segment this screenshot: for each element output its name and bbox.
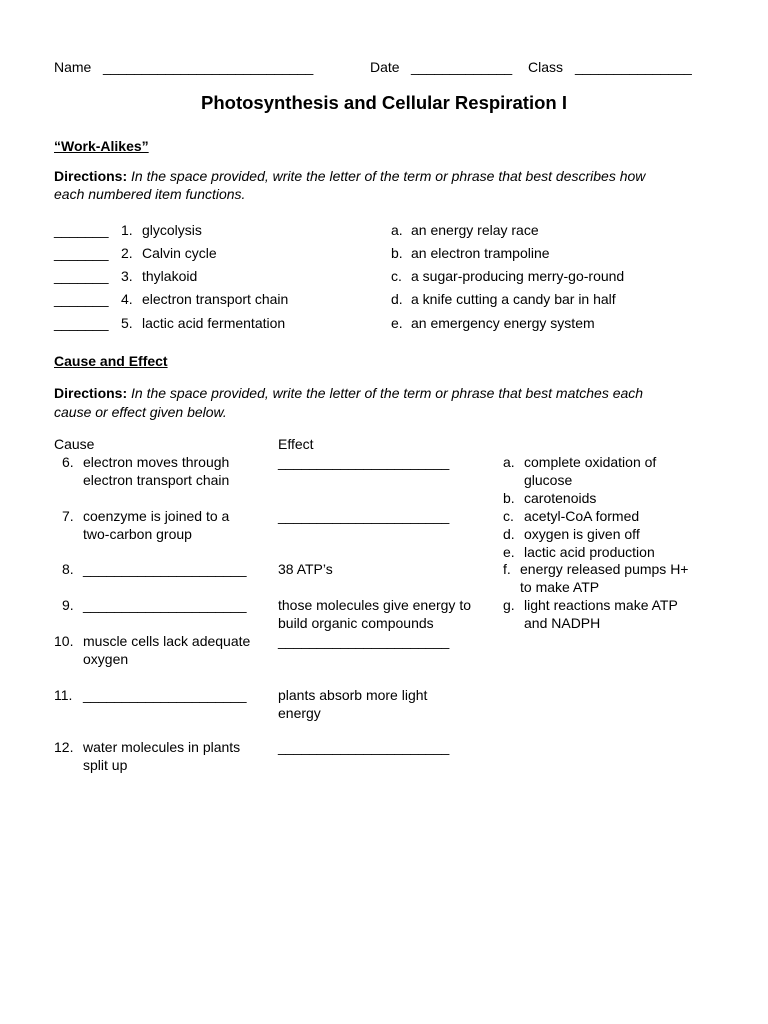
choice-letter: g. xyxy=(503,597,515,613)
choice-text: acetyl-CoA formed xyxy=(524,508,640,524)
class-label: Class xyxy=(528,59,564,75)
effect-text: build organic compounds xyxy=(278,615,434,631)
item-term: electron transport chain xyxy=(142,291,289,307)
name-label: Name xyxy=(54,59,92,75)
page-title: Photosynthesis and Cellular Respiration I xyxy=(201,92,567,113)
effect-blank[interactable]: ______________________ xyxy=(278,633,450,649)
effect-text: those molecules give energy to xyxy=(278,597,471,613)
choice-text: energy released pumps H+ xyxy=(520,561,689,577)
choice-letter: a. xyxy=(503,454,515,470)
choice-text: an emergency energy system xyxy=(411,315,595,331)
effect-blank[interactable]: ______________________ xyxy=(278,454,450,470)
cause-effect-directions-line1 xyxy=(54,384,643,402)
name-field[interactable]: ___________________________ xyxy=(103,59,314,75)
choice-letter: e. xyxy=(391,315,403,331)
effect-blank[interactable]: ______________________ xyxy=(278,508,450,524)
choice-text: to make ATP xyxy=(520,579,600,595)
date-label: Date xyxy=(370,59,400,75)
work-alikes-directions-line2: each numbered item functions. xyxy=(54,186,246,202)
choice-text: complete oxidation of xyxy=(524,454,657,470)
cause-blank[interactable]: _____________________ xyxy=(83,561,247,577)
row-number: 12. xyxy=(54,739,74,755)
choice-letter: b. xyxy=(503,490,515,506)
row-number: 6. xyxy=(62,454,74,470)
item-number: 1. xyxy=(121,222,133,238)
answer-blank[interactable]: _______ xyxy=(54,245,109,261)
effect-text: energy xyxy=(278,705,321,721)
directions-text: In the space provided, write the letter of the term or phrase that best describes how xyxy=(131,168,646,184)
answer-blank[interactable]: _______ xyxy=(54,315,109,331)
choice-text: an electron trampoline xyxy=(411,245,550,261)
choice-letter: c. xyxy=(503,508,514,524)
answer-blank[interactable]: _______ xyxy=(54,222,109,238)
cause-blank[interactable]: _____________________ xyxy=(83,687,247,703)
choice-text: oxygen is given off xyxy=(524,526,640,542)
work-alikes-directions-line1 xyxy=(54,167,645,185)
class-field[interactable]: _______________ xyxy=(575,59,692,75)
choice-text: glucose xyxy=(524,472,573,488)
choice-text: light reactions make ATP xyxy=(524,597,678,613)
item-term: glycolysis xyxy=(142,222,202,238)
item-number: 3. xyxy=(121,268,133,284)
cause-text: electron moves through xyxy=(83,454,230,470)
directions-text: In the space provided, write the letter of the term or phrase that best matches each xyxy=(131,385,644,401)
choice-letter: b. xyxy=(391,245,403,261)
choice-letter: d. xyxy=(391,291,403,307)
choice-text: lactic acid production xyxy=(524,544,655,560)
cause-effect-heading: Cause and Effect xyxy=(54,353,168,369)
cause-blank[interactable]: _____________________ xyxy=(83,597,247,613)
effect-column-header: Effect xyxy=(278,436,314,452)
choice-letter: a. xyxy=(391,222,403,238)
directions-label: Directions: xyxy=(54,168,128,184)
choice-text: and NADPH xyxy=(524,615,601,631)
cause-text: water molecules in plants xyxy=(83,739,241,755)
item-term: thylakoid xyxy=(142,268,198,284)
row-number: 10. xyxy=(54,633,74,649)
choice-letter: f. xyxy=(503,561,511,577)
row-number: 8. xyxy=(62,561,74,577)
date-field[interactable]: _____________ xyxy=(411,59,513,75)
row-number: 7. xyxy=(62,508,74,524)
cause-text: electron transport chain xyxy=(83,472,230,488)
effect-blank[interactable]: ______________________ xyxy=(278,739,450,755)
work-alikes-heading: “Work-Alikes” xyxy=(54,138,149,154)
choice-letter: d. xyxy=(503,526,515,542)
choice-letter: e. xyxy=(503,544,515,560)
directions-label: Directions: xyxy=(54,385,128,401)
answer-blank[interactable]: _______ xyxy=(54,268,109,284)
choice-letter: c. xyxy=(391,268,402,284)
answer-blank[interactable]: _______ xyxy=(54,291,109,307)
cause-text: coenzyme is joined to a xyxy=(83,508,230,524)
row-number: 11. xyxy=(54,687,73,703)
cause-column-header: Cause xyxy=(54,436,95,452)
row-number: 9. xyxy=(62,597,74,613)
item-number: 5. xyxy=(121,315,133,331)
item-term: Calvin cycle xyxy=(142,245,217,261)
cause-effect-directions-line2: cause or effect given below. xyxy=(54,404,227,420)
choice-text: a knife cutting a candy bar in half xyxy=(411,291,616,307)
effect-text: 38 ATP’s xyxy=(278,561,333,577)
choice-text: a sugar-producing merry-go-round xyxy=(411,268,625,284)
cause-text: two-carbon group xyxy=(83,526,192,542)
choice-text: carotenoids xyxy=(524,490,597,506)
choice-text: an energy relay race xyxy=(411,222,539,238)
item-number: 4. xyxy=(121,291,133,307)
item-number: 2. xyxy=(121,245,133,261)
effect-text: plants absorb more light xyxy=(278,687,428,703)
item-term: lactic acid fermentation xyxy=(142,315,286,331)
cause-text: oxygen xyxy=(83,651,129,667)
cause-text: split up xyxy=(83,757,128,773)
cause-text: muscle cells lack adequate xyxy=(83,633,251,649)
